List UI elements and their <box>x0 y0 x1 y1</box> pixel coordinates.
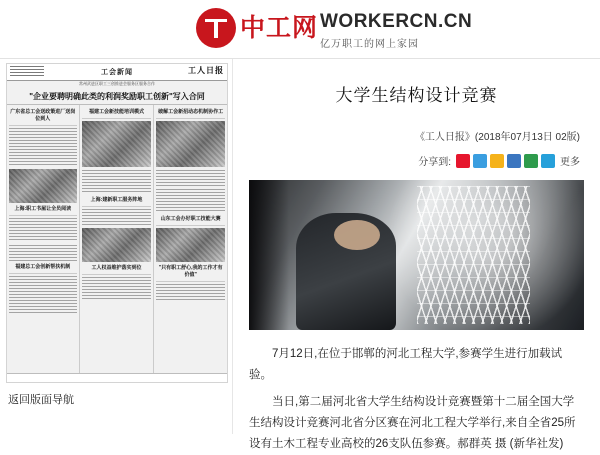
newspaper-article-title: 山东工会办好职工技能大赛 <box>156 216 225 226</box>
newspaper-body-text <box>82 209 152 225</box>
photo-student <box>296 213 397 330</box>
share-bar <box>249 153 584 168</box>
article-photo <box>249 180 584 330</box>
newspaper-column <box>7 105 80 373</box>
newspaper-article-title: 上海:职工书屋让全员阅读 <box>9 206 77 216</box>
newspaper-photo <box>82 228 152 262</box>
newspaper-column <box>154 105 227 373</box>
newspaper-body-text <box>9 245 77 261</box>
newspaper-columns <box>7 105 227 373</box>
masthead-paper-name: 工人日报 <box>188 66 224 75</box>
barcode-icon <box>10 66 44 77</box>
newspaper-column <box>80 105 155 373</box>
newspaper-photo <box>156 121 225 167</box>
newspaper-masthead <box>7 64 227 81</box>
qzone-icon[interactable] <box>490 154 504 168</box>
newspaper-article-title: 广东省总工会送政策进厂送岗位到人 <box>9 109 77 126</box>
workercn-logo-icon <box>196 8 236 48</box>
photo-vignette <box>249 180 289 330</box>
newspaper-scan-image[interactable] <box>6 63 228 383</box>
site-logo[interactable] <box>196 8 318 48</box>
logo-chinese-text: 中工网 <box>240 14 319 42</box>
newspaper-article-title: "只有职工舒心,我的工作才有价值" <box>156 265 225 282</box>
newspaper-headline: "企业要聘明确此类的利润奖励职工创新"写入合同 <box>7 89 227 105</box>
newspaper-photo <box>9 169 77 203</box>
newspaper-body-text <box>82 277 152 301</box>
back-to-page-index-link[interactable]: 返回版面导航 <box>8 394 74 406</box>
share-more-link[interactable]: 更多 <box>560 157 580 168</box>
masthead-section-title: 工会新闻 <box>101 69 133 76</box>
newspaper-subhead: 常州武进区职工三创推进会服务区服务合作 <box>79 81 155 86</box>
renren-icon[interactable] <box>507 154 521 168</box>
newspaper-photo <box>82 121 152 167</box>
newspaper-photo <box>156 228 225 262</box>
newspaper-footer-bar <box>7 373 227 383</box>
tencent-weibo-icon[interactable] <box>473 154 487 168</box>
newspaper-body-text <box>9 276 77 314</box>
newspaper-body-text <box>82 170 152 194</box>
logo-english-text: WORKERCN.CN <box>320 11 473 32</box>
newspaper-article-title: 福建总工会创新帮扶机制 <box>9 264 77 274</box>
page-title: 大学生结构设计竞赛 <box>335 86 498 105</box>
douban-icon[interactable] <box>524 154 538 168</box>
qq-icon[interactable] <box>541 154 555 168</box>
article-panel <box>232 59 600 450</box>
article-paragraph: 7月12日,在位于邯郸的河北工程大学,参赛学生进行加载试验。 <box>249 348 563 381</box>
newspaper-body-text <box>156 284 225 300</box>
article-paragraph: 当日,第二届河北省大学生结构设计竞赛暨第十二届全国大学生结构设计竞赛河北省分区赛在河北工程大学举行,来自全省25所设有土木工程专业高校的26支队伍参赛。郝群英 摄 (新华社发) <box>249 396 576 450</box>
article-source: 《工人日报》(2018年07月13日 02版) <box>414 132 580 143</box>
newspaper-body-text <box>9 128 77 166</box>
share-label: 分享到: <box>418 157 451 168</box>
newspaper-article-title: 工人权益维护落实到位 <box>82 265 152 275</box>
sina-weibo-icon[interactable] <box>456 154 470 168</box>
newspaper-article-title: 福建工会新技能培训模式 <box>82 109 152 119</box>
logo-slogan-text: 亿万职工的网上家园 <box>320 39 419 50</box>
logo-english-block <box>320 12 472 50</box>
newspaper-body-text <box>156 170 225 186</box>
page-body <box>0 59 600 450</box>
newspaper-body-text <box>156 189 225 213</box>
newspaper-article-title: 上海:建新职工服务阵地 <box>82 197 152 207</box>
photo-structure-model <box>417 186 531 324</box>
site-header <box>0 0 600 59</box>
newspaper-body-text <box>9 218 77 242</box>
newspaper-article-title: 破解工会新招动态机制协作工 <box>156 109 225 119</box>
newspaper-panel <box>0 59 232 434</box>
